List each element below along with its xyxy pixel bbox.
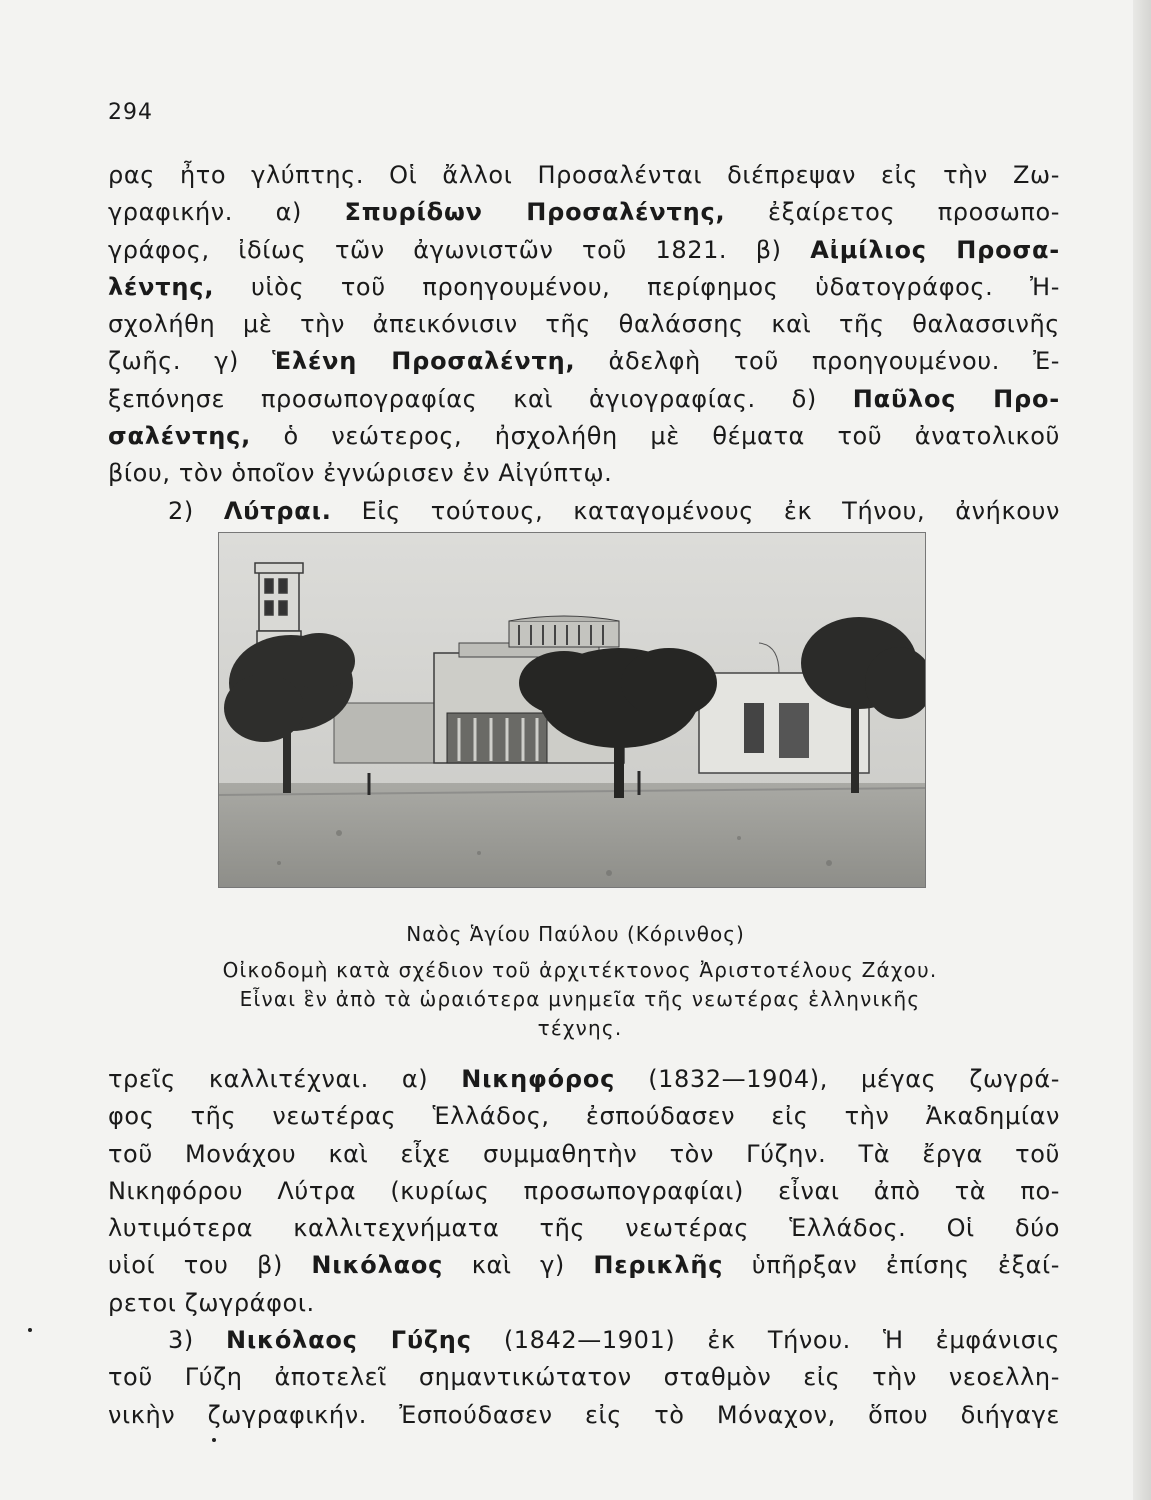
- name-spyridon: Σπυρίδων Προσαλέντης,: [344, 198, 726, 227]
- text-line: νικὴν ζωγραφικήν. Ἐσπούδασεν εἰς τὸ Μόναχον, ὅπου διήγαγε: [108, 1400, 1060, 1429]
- text-line: σχολήθη μὲ τὴν ἀπεικόνισιν τῆς θαλάσσης καὶ τῆς θαλασσινῆς: [108, 310, 1060, 339]
- text-line: τοῦ Γύζη ἀποτελεῖ σημαντικώτατον σταθμὸν εἰς τὴν νεοελλη-: [108, 1363, 1060, 1392]
- text-line: Νικηφόρου Λύτρα (κυρίως προσωπογραφίαι) εἶναι ἀπὸ τὰ πο-: [108, 1176, 1060, 1205]
- stray-mark: [28, 1328, 32, 1332]
- text-line: βίου, τὸν ὁποῖον ἐγνώρισεν ἐν Αἰγύπτῳ.: [108, 459, 613, 488]
- text-line: φος τῆς νεωτέρας Ἑλλάδος, ἐσπούδασεν εἰς τὴν Ἀκαδημίαν: [108, 1102, 1060, 1131]
- name-nikiforos: Νικηφόρος: [461, 1065, 616, 1093]
- name-eleni: Ἑλένη Προσαλέντη,: [272, 347, 576, 376]
- text-line: τρεῖς καλλιτέχναι. α) Νικηφόρος (1832—1904), μέγας ζωγρά-: [108, 1065, 1060, 1093]
- bottom-paragraphs: [108, 1061, 1060, 1434]
- name-lytrai: Λύτραι.: [223, 496, 332, 525]
- text-line: λυτιμότερα καλλιτεχνήματα τῆς νεωτέρας Ἑλλάδος. Οἱ δύο: [108, 1214, 1060, 1243]
- church-photo-illustration: [219, 533, 925, 887]
- caption-line: Εἶναι ἓν ἀπὸ τὰ ὡραιότερα μνημεῖα τῆς νεωτέρας ἑλληνικῆς: [239, 987, 921, 1011]
- figure-caption-title: Ναὸς Ἁγίου Παύλου (Κόρινθος): [406, 922, 745, 946]
- text-line: τοῦ Μονάχου καὶ εἶχε συμμαθητὴν τὸν Γύζην. Τὰ ἔργα τοῦ: [108, 1139, 1060, 1168]
- figure-caption: [140, 956, 1020, 1043]
- text-line: γραφικήν. α) Σπυρίδων Προσαλέντης, ἐξαίρετος προσωπο-: [108, 198, 1061, 227]
- text-line: 2) Λύτραι. Εἰς τούτους, καταγομένους ἐκ Τήνου, ἀνήκουν: [168, 496, 1060, 525]
- caption-line: τέχνης.: [537, 1016, 623, 1040]
- caption-line: Οἰκοδομὴ κατὰ σχέδιον τοῦ ἀρχιτέκτονος Ἀριστοτέλους Ζάχου.: [222, 958, 938, 982]
- name-pavlos: Παῦλος Προ-: [852, 384, 1060, 413]
- name-nikolaos: Νικόλαος: [311, 1251, 444, 1280]
- church-photograph: [218, 532, 926, 888]
- text-line: 3) Νικόλαος Γύζης (1842—1901) ἐκ Τήνου. Ἡ ἐμφάνισις: [168, 1326, 1060, 1355]
- text-line: ζωῆς. γ) Ἑλένη Προσαλέντη, ἀδελφὴ τοῦ προηγουμένου. Ἐ-: [108, 347, 1060, 376]
- text-line: ρετοι ζωγράφοι.: [108, 1288, 315, 1317]
- text-line: υἱοί του β) Νικόλαος καὶ γ) Περικλῆς ὑπῆρξαν ἐπίσης ἐξαί-: [108, 1251, 1060, 1280]
- text-line: σαλέντης, ὁ νεώτερος, ἠσχολήθη μὲ θέματα τοῦ ἀνατολικοῦ: [108, 422, 1060, 451]
- text-line: ξεπόνησε προσωπογραφίας καὶ ἁγιογραφίας. δ) Παῦλος Προ-: [108, 384, 1060, 413]
- stray-mark: [212, 1438, 216, 1442]
- name-aimilios: Αἰμίλιος Προσα-: [810, 235, 1060, 264]
- text-line: γράφος, ἰδίως τῶν ἀγωνιστῶν τοῦ 1821. β) Αἰμίλιος Προσα-: [108, 235, 1060, 264]
- text-line: ρας ἦτο γλύπτης. Οἱ ἄλλοι Προσαλένται διέπρεψαν εἰς τὴν Ζω-: [108, 161, 1060, 189]
- name-periklis: Περικλῆς: [593, 1251, 724, 1280]
- page-number: 294: [108, 100, 153, 125]
- text-line: λέντης, υἱὸς τοῦ προηγουμένου, περίφημος ὑδατογράφος. Ἠ-: [108, 272, 1060, 301]
- page-edge: [1133, 0, 1151, 1500]
- name-gyzis: Νικόλαος Γύζης: [225, 1326, 472, 1355]
- top-paragraphs: [108, 157, 1060, 530]
